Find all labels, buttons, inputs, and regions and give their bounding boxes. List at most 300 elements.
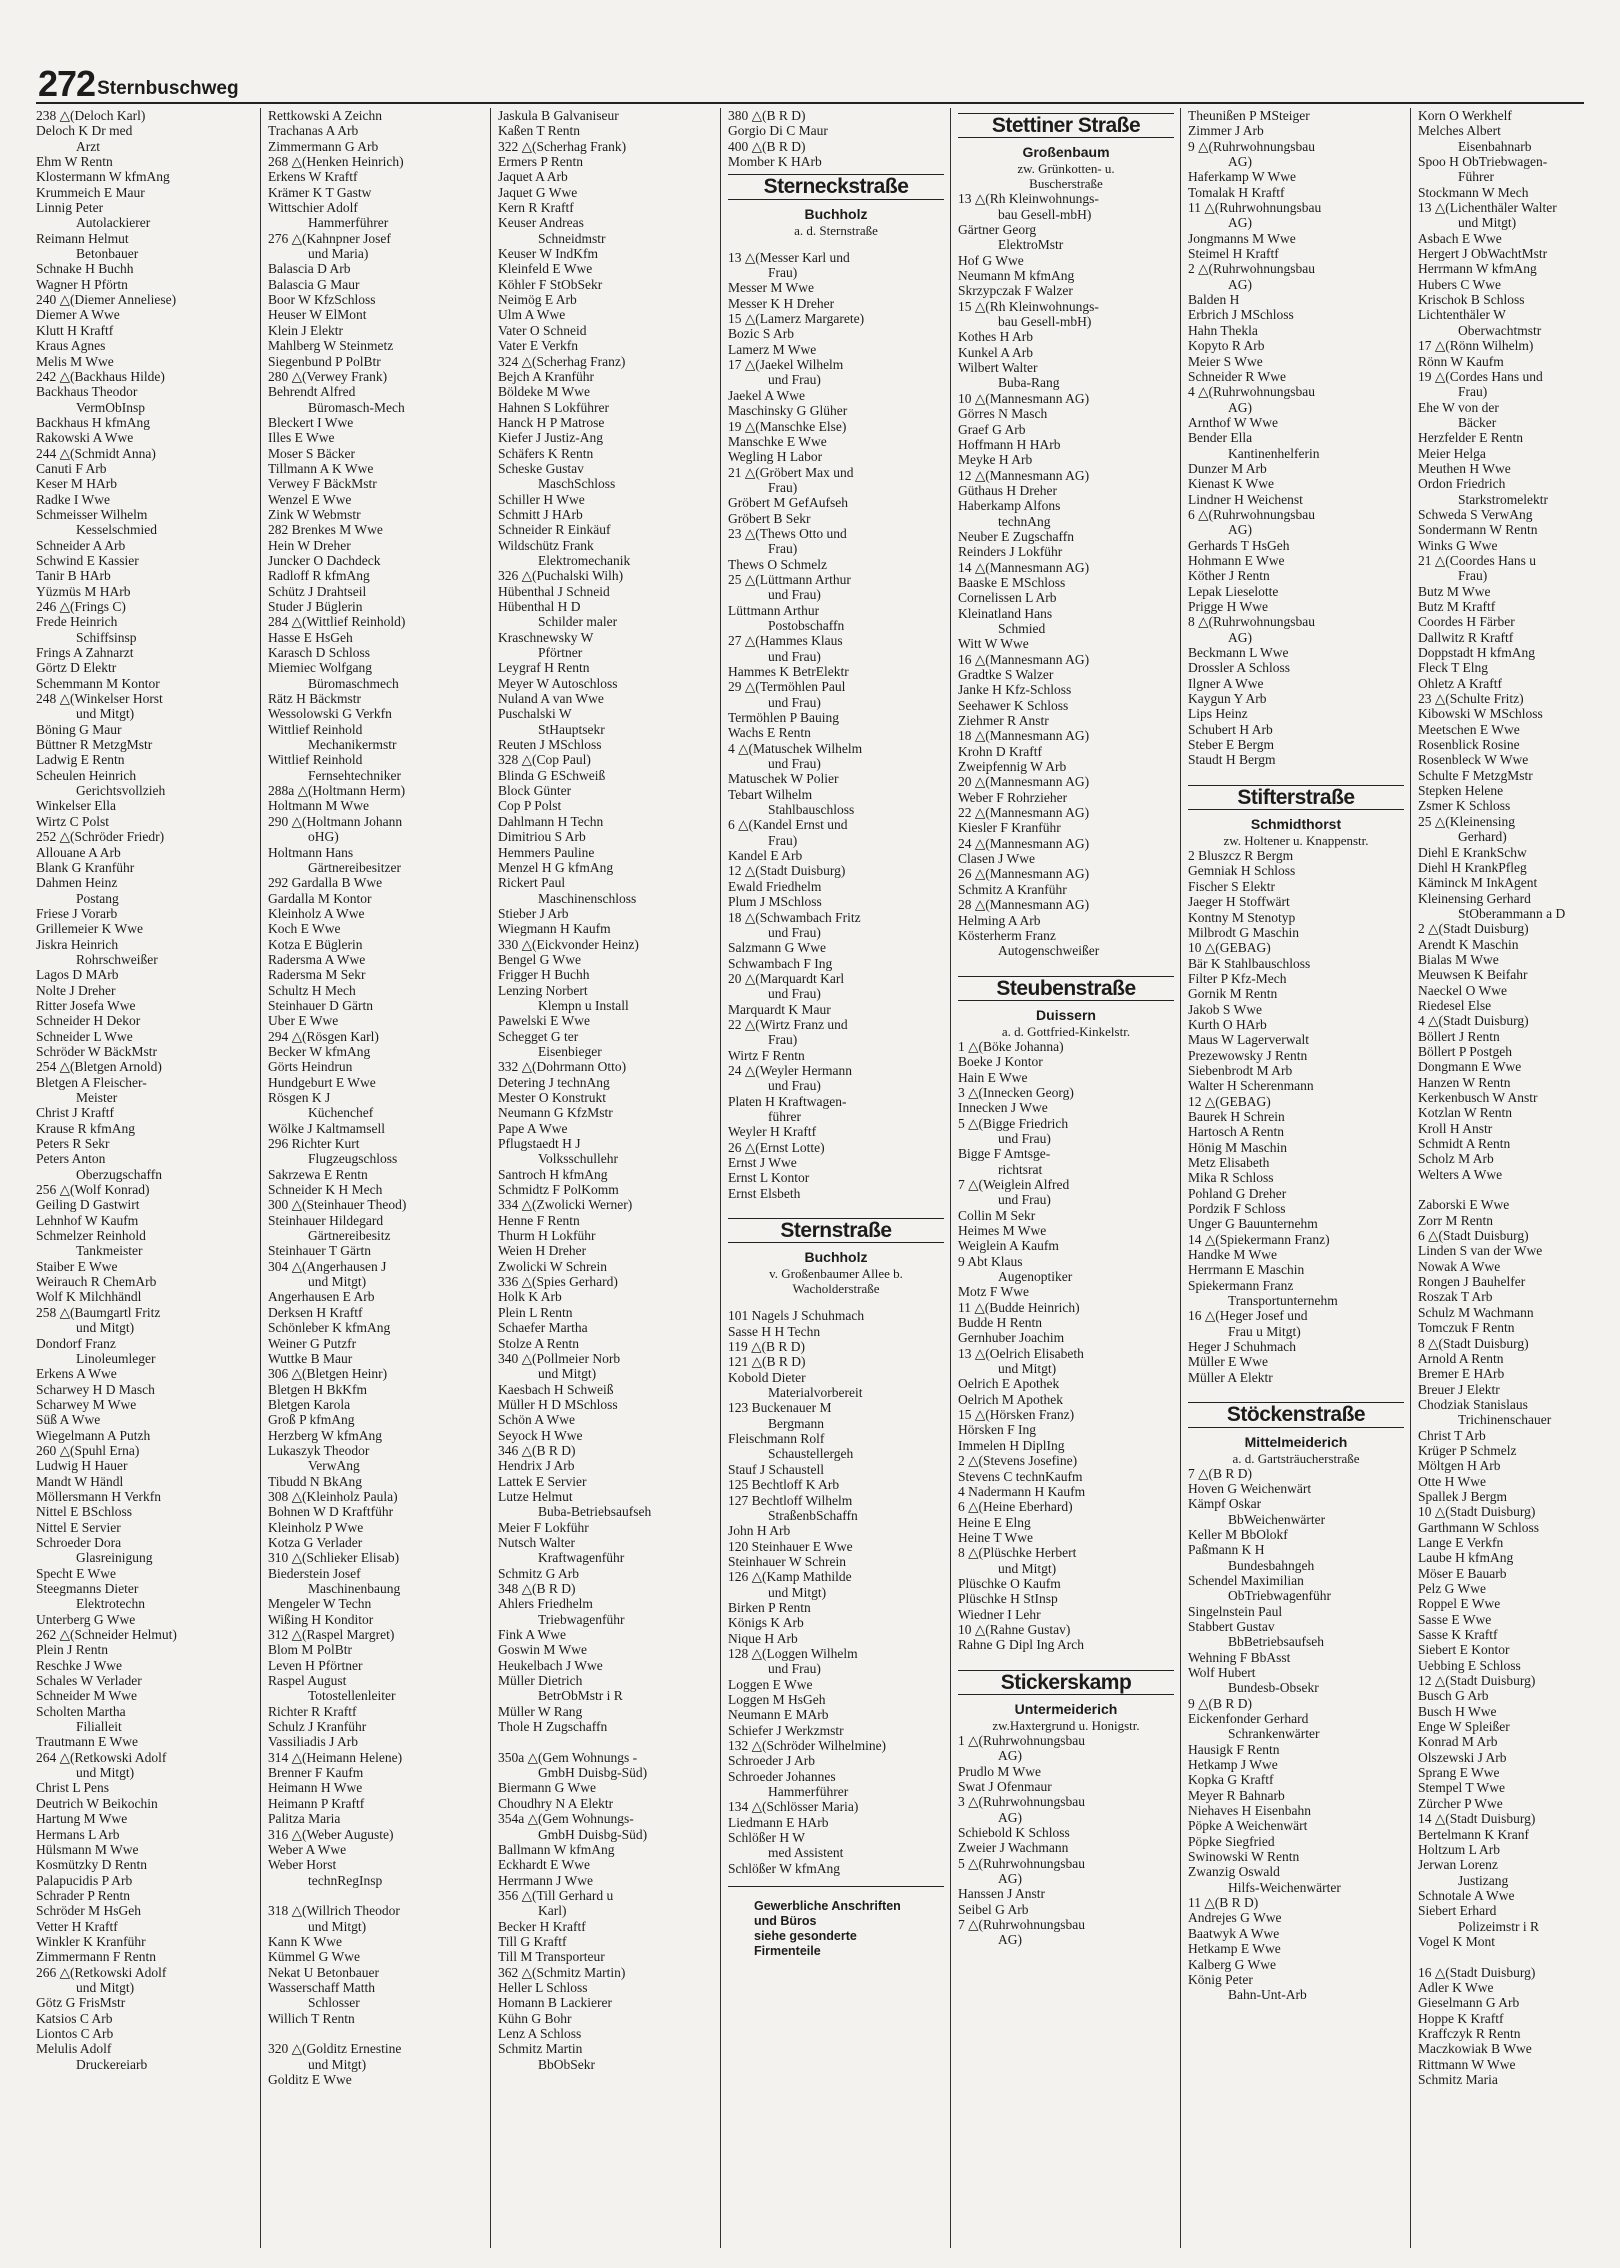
resident-entry: Schrader P Rentn <box>36 1887 130 1903</box>
resident-entry <box>268 1888 484 1903</box>
resident-entry: Tibudd N BkAng <box>268 1473 363 1489</box>
resident-entry: Gerhards T HsGeh <box>1188 537 1290 553</box>
resident-entry: Adler K Wwe <box>1418 1979 1494 1995</box>
entry-continuation: richtsrat <box>998 1161 1043 1177</box>
street-location: a. d. Gottfried-Kinkelstr. <box>1001 1023 1131 1039</box>
resident-entry: Siebert Erhard <box>1418 1903 1497 1919</box>
resident-entry: Schroeder J Arb <box>728 1753 815 1769</box>
business-note <box>728 1886 944 1959</box>
entry-continuation: Buba-Rang <box>998 375 1060 391</box>
resident-entry: 9 △(B R D) <box>1188 1695 1253 1711</box>
resident-entry: Hof G Wwe <box>958 252 1024 268</box>
resident-entry: Keller M BbOlokf <box>1188 1526 1288 1542</box>
note-line: und Büros <box>754 1914 817 1929</box>
resident-entry: Kiesler F Kranführ <box>958 820 1061 836</box>
resident-entry: Hermans L Arb <box>36 1826 120 1842</box>
resident-entry: Swinowski W Rentn <box>1188 1849 1300 1865</box>
resident-entry: Bohnen W D Kraftführ <box>268 1504 394 1520</box>
resident-entry: Fischer S Elektr <box>1188 878 1275 894</box>
resident-entry: Matuschek W Polier <box>728 771 839 787</box>
resident-entry: Oelrich E Apothek <box>958 1376 1060 1392</box>
resident-entry: Lüttmann Arthur <box>728 602 820 618</box>
resident-entry: Kraffczyk R Rentn <box>1418 2025 1521 2041</box>
resident-entry: Bender Ella <box>1188 430 1253 446</box>
resident-entry: Hahn Thekla <box>1188 322 1258 338</box>
resident-entry: 11 △(Ruhrwohnungsbau <box>1188 200 1322 216</box>
entry-continuation: Betonbauer <box>76 246 139 262</box>
resident-entry: Plum J MSchloss <box>728 894 822 910</box>
resident-entry: Blinda G ESchweiß <box>498 767 606 783</box>
resident-entry: Coordes H Färber <box>1418 614 1515 630</box>
entry-continuation: Büromaschmech <box>308 675 399 691</box>
resident-entry: Bozic S Arb <box>728 326 794 342</box>
street-location: zw. Grünkotten- u. <box>1017 161 1115 177</box>
resident-entry: Ladwig E Rentn <box>36 752 125 768</box>
resident-entry: Jaekel A Wwe <box>728 387 805 403</box>
resident-entry: Neumann E MArb <box>728 1707 829 1723</box>
resident-entry: Deutrich W Beikochin <box>36 1795 158 1811</box>
entry-continuation: ElektroMstr <box>998 237 1064 253</box>
street-heading: Sternstraße <box>728 1218 944 1243</box>
resident-entry: Koch E Wwe <box>268 921 341 937</box>
resident-entry: Wittlief Reinhold <box>268 721 363 737</box>
entry-continuation: GmbH Duisbg-Süd) <box>538 1765 648 1781</box>
resident-entry: Pöpke A Weichenwärt <box>1188 1818 1308 1834</box>
resident-entry: Kurth O HArb <box>1188 1016 1267 1032</box>
resident-entry: Singelnstein Paul <box>1188 1603 1283 1619</box>
resident-entry: Holk K Arb <box>498 1289 562 1305</box>
resident-entry: Breuer J Elektr <box>1418 1381 1500 1397</box>
resident-entry: Vater E Verkfn <box>498 338 578 354</box>
resident-entry: 16 △(Stadt Duisburg) <box>1418 1964 1536 1980</box>
resident-entry: 21 △(Gröbert Max und <box>728 464 854 480</box>
resident-entry: Schiefer J Werkzmstr <box>728 1722 844 1738</box>
entry-continuation: Schilder maler <box>538 614 618 630</box>
resident-entry: 10 △(Stadt Duisburg) <box>1418 1504 1536 1520</box>
column-divider <box>490 108 491 2248</box>
resident-entry: 18 △(Schwambach Fritz <box>728 909 861 925</box>
resident-entry: Baatwyk A Wwe <box>1188 1925 1280 1941</box>
entry-continuation: Bahn-Unt-Arb <box>1228 1987 1307 2003</box>
resident-entry: 8 △(Stadt Duisburg) <box>1418 1335 1529 1351</box>
resident-entry: 13 △(Messer Karl und <box>728 249 850 265</box>
resident-entry: Winks G Wwe <box>1418 537 1498 553</box>
resident-entry: 4 △(Stadt Duisburg) <box>1418 1013 1529 1029</box>
resident-entry: Dondorf Franz <box>36 1335 116 1351</box>
entry-continuation: Schrankenwärter <box>1228 1726 1320 1742</box>
resident-entry: 121 △(B R D) <box>728 1354 806 1370</box>
resident-entry: Vogel K Mont <box>1418 1933 1496 1949</box>
resident-entry: 26 △(Ernst Lotte) <box>728 1139 825 1155</box>
resident-entry: Termöhlen P Bauing <box>728 710 840 726</box>
resident-entry: 264 △(Retkowski Adolf <box>36 1749 167 1765</box>
entry-continuation: AG) <box>1228 629 1252 645</box>
resident-entry: Schmelzer Reinhold <box>36 1228 146 1244</box>
resident-entry: Reimann Helmut <box>36 230 129 246</box>
entry-continuation: und Frau) <box>998 1130 1051 1146</box>
resident-entry: Zsmer K Schloss <box>1418 798 1511 814</box>
resident-entry: Lagos D MArb <box>36 967 119 983</box>
resident-entry: Linden S van der Wwe <box>1418 1243 1543 1259</box>
entry-continuation: und Frau) <box>768 694 821 710</box>
resident-entry: Erkens A Wwe <box>36 1366 117 1382</box>
resident-entry: Steinhauer Hildegard <box>268 1212 384 1228</box>
resident-entry: Zaborski E Wwe <box>1418 1197 1510 1213</box>
resident-entry <box>1418 1949 1584 1964</box>
resident-entry: Hundgeburt E Wwe <box>268 1074 376 1090</box>
entry-continuation: Meister <box>76 1090 118 1105</box>
resident-entry: 20 △(Marquardt Karl <box>728 970 845 986</box>
resident-entry: Boor W KfzSchloss <box>268 292 376 308</box>
resident-entry: 1 △(Böke Johanna) <box>958 1038 1064 1054</box>
resident-entry: 240 △(Diemer Anneliese) <box>36 292 177 308</box>
resident-entry: Messer M Wwe <box>728 280 814 296</box>
resident-entry: Wehning F BbAsst <box>1188 1649 1291 1665</box>
resident-entry: Momber K HArb <box>728 154 822 170</box>
resident-entry: 362 △(Schmitz Martin) <box>498 1964 626 1980</box>
entry-continuation: AG) <box>1228 215 1252 231</box>
entry-continuation: und Frau) <box>768 587 821 603</box>
resident-entry: Scharwey H D Masch <box>36 1381 155 1397</box>
resident-entry: Dahlmann H Techn <box>498 813 604 829</box>
column-4 <box>728 108 944 2248</box>
resident-entry: Herzberg W kfmAng <box>268 1427 382 1443</box>
resident-entry: Grillemeier K Wwe <box>36 921 143 937</box>
resident-entry: Dallwitz R Kraftf <box>1418 629 1514 645</box>
resident-entry: Kühn G Bohr <box>498 2010 572 2026</box>
resident-entry: Scharwey M Wwe <box>36 1396 137 1412</box>
resident-entry: 7 △(Ruhrwohnungsbau <box>958 1917 1085 1933</box>
resident-entry: Zimmermann F Rentn <box>36 1949 156 1965</box>
resident-entry: 268 △(Henken Heinrich) <box>268 154 404 170</box>
resident-entry: Gornik M Rentn <box>1188 986 1278 1002</box>
entry-continuation: und Mitgt) <box>768 1584 827 1600</box>
resident-entry: Hübenthal J Schneid <box>498 583 610 599</box>
resident-entry: Kienast K Wwe <box>1188 476 1274 492</box>
resident-entry: Schlößer W kfmAng <box>728 1860 840 1876</box>
entry-continuation: Küchenchef <box>308 1105 374 1121</box>
resident-entry: Steinhauer T Gärtn <box>268 1243 371 1259</box>
resident-entry: Arnthof W Wwe <box>1188 414 1278 430</box>
resident-entry: Hohmann E Wwe <box>1188 552 1285 568</box>
resident-entry: Wenzel E Wwe <box>268 491 352 507</box>
resident-entry: 13 △(Lichenthäler Walter <box>1418 200 1557 216</box>
entry-continuation: Bundesb-Obsekr <box>1228 1680 1319 1696</box>
resident-entry: Golditz E Wwe <box>268 2072 352 2087</box>
entry-continuation: führer <box>768 1108 801 1124</box>
resident-entry: Krischok B Schloss <box>1418 292 1525 308</box>
resident-entry: Jiskra Heinrich <box>36 936 119 952</box>
resident-entry: Scholten Martha <box>36 1703 126 1719</box>
resident-entry: 320 △(Golditz Ernestine <box>268 2041 402 2057</box>
resident-entry: Königs K Arb <box>728 1615 804 1631</box>
resident-entry: Gardalla M Kontor <box>268 890 372 906</box>
resident-entry: Hain E Wwe <box>958 1069 1028 1085</box>
resident-entry: Lattek E Servier <box>498 1473 587 1489</box>
resident-entry: Kotza E Büglerin <box>268 936 363 952</box>
resident-entry: Möllersmann H Verkfn <box>36 1488 161 1504</box>
resident-entry: Spiekermann Franz <box>1188 1277 1294 1293</box>
entry-continuation: Tankmeister <box>76 1243 143 1259</box>
resident-entry: Beckmann L Wwe <box>1188 645 1289 661</box>
resident-entry: Wegling H Labor <box>728 449 823 465</box>
resident-entry: Keser M HArb <box>36 476 117 492</box>
resident-entry: Kalberg G Wwe <box>1188 1956 1276 1972</box>
resident-entry: Möser E Bauarb <box>1418 1565 1507 1581</box>
resident-entry: Peters Anton <box>36 1151 106 1167</box>
resident-entry: Swat J Ofenmaur <box>958 1779 1052 1794</box>
resident-entry: Melulis Adolf <box>36 2041 112 2057</box>
entry-continuation: Augenoptiker <box>998 1269 1073 1285</box>
resident-entry <box>498 1734 714 1749</box>
resident-entry: Hammes K BetrElektr <box>728 664 849 679</box>
column-5 <box>958 108 1174 2248</box>
resident-entry: Till G Kraftf <box>498 1933 567 1949</box>
resident-entry: Kopka G Kraftf <box>1188 1772 1274 1788</box>
resident-entry: 312 △(Raspel Margret) <box>268 1627 395 1643</box>
resident-entry: 6 △(Ruhrwohnungsbau <box>1188 506 1315 522</box>
resident-entry: Meyke H Arb <box>958 452 1033 468</box>
resident-entry: 123 Buckenauer M <box>728 1400 832 1416</box>
entry-continuation: Maschinenbaung <box>308 1581 401 1596</box>
resident-entry: Schröder W BäckMstr <box>36 1043 157 1059</box>
entry-continuation: und Frau) <box>768 1661 821 1677</box>
entry-continuation: Frau) <box>768 832 798 848</box>
resident-entry: Collin M Sekr <box>958 1207 1036 1223</box>
resident-entry: Pordzik F Schloss <box>1188 1201 1286 1217</box>
resident-entry: Wasserschaff Matth <box>268 1979 376 1995</box>
resident-entry: Kontny M Stenotyp <box>1188 909 1296 925</box>
resident-entry: 4 Nadermann H Kaufm <box>958 1483 1086 1499</box>
resident-entry: Christ L Pens <box>36 1780 110 1796</box>
resident-entry: Pflugstaedt H J <box>498 1136 581 1152</box>
resident-entry: Mika R Schloss <box>1188 1170 1274 1186</box>
resident-entry: Klein J Elektr <box>268 322 343 338</box>
district-name: Buchholz <box>804 205 868 222</box>
resident-entry: Rongen J Bauhelfer <box>1418 1274 1526 1290</box>
resident-entry: Eickenfonder Gerhard <box>1188 1711 1309 1726</box>
resident-entry: 7 △(B R D) <box>1188 1465 1253 1481</box>
page-header <box>38 56 239 102</box>
resident-entry: Santroch H kfmAng <box>498 1166 608 1182</box>
resident-entry: Wiegmann H Kaufm <box>498 921 611 937</box>
resident-entry: Geiling D Gastwirt <box>36 1197 140 1213</box>
resident-entry: 330 △(Eickvonder Heinz) <box>498 936 639 952</box>
resident-entry: 2 △(Stadt Duisburg) <box>1418 921 1529 937</box>
resident-entry: Allouane A Arb <box>36 844 121 860</box>
resident-entry: Holtmann M Wwe <box>268 798 369 814</box>
street-location: zw.Haxtergrund u. Honigstr. <box>992 1717 1140 1733</box>
resident-entry: 314 △(Heimann Helene) <box>268 1749 403 1765</box>
resident-entry: Roppel E Wwe <box>1418 1596 1501 1612</box>
resident-entry: Görres N Masch <box>958 406 1048 422</box>
entry-continuation: AG) <box>1228 522 1252 538</box>
resident-entry: 266 △(Retkowski Adolf <box>36 1964 167 1980</box>
resident-entry: Hergert J ObWachtMstr <box>1418 246 1548 262</box>
resident-entry: Ehm W Rentn <box>36 154 113 170</box>
resident-entry: Schäfers K Rentn <box>498 445 594 461</box>
resident-entry: Immelen H DiplIng <box>958 1437 1065 1453</box>
resident-entry: 13 △(Rh Kleinwohnungs- <box>958 191 1099 207</box>
resident-entry: Skrzypczak F Walzer <box>958 283 1073 299</box>
entry-continuation: StOberammann a D <box>1458 905 1566 921</box>
entry-continuation: AG) <box>1228 154 1252 170</box>
district-name: Duissern <box>1036 1006 1096 1023</box>
entry-continuation: Postang <box>76 890 119 906</box>
resident-entry: Pohland G Dreher <box>1188 1185 1287 1201</box>
entry-continuation: Schaustellergeh <box>768 1446 854 1462</box>
resident-entry: Kothes H Arb <box>958 329 1033 345</box>
resident-entry: Steimel H Kraftf <box>1188 246 1279 262</box>
resident-entry: 12 △(Stadt Duisburg) <box>728 863 846 879</box>
entry-continuation: Buba-Betriebsaufseh <box>538 1504 652 1520</box>
resident-entry: Karasch D Schloss <box>268 645 370 661</box>
entry-continuation: Kantinenhelferin <box>1228 445 1320 461</box>
resident-entry: Doppstadt H kfmAng <box>1418 645 1535 661</box>
resident-entry: Reinders J Lokführ <box>958 544 1063 560</box>
resident-entry: Sondermann W Rentn <box>1418 522 1538 538</box>
resident-entry: Salzmann G Wwe <box>728 940 826 956</box>
resident-entry: Blank G Kranführ <box>36 859 135 875</box>
resident-entry: Hemmers Pauline <box>498 844 595 860</box>
resident-entry: Wirtz F Rentn <box>728 1047 805 1063</box>
resident-entry: 318 △(Willrich Theodor <box>268 1903 400 1919</box>
resident-entry: 125 Bechtloff K Arb <box>728 1477 840 1493</box>
entry-continuation: und Mitgt) <box>308 1274 367 1290</box>
entry-continuation: Kesselschmied <box>76 522 157 538</box>
resident-entry: Ohletz A Kraftf <box>1418 675 1502 691</box>
resident-entry: Schneider K H Mech <box>268 1182 383 1198</box>
resident-entry: Frigger H Buchh <box>498 967 590 983</box>
entry-continuation: ObTriebwagenführ <box>1228 1588 1331 1604</box>
resident-entry: Heimes M Wwe <box>958 1223 1047 1238</box>
resident-entry: Schroeder Johannes <box>728 1768 836 1784</box>
entry-continuation: BbWeichenwärter <box>1228 1511 1326 1527</box>
resident-entry: Schegget G ter <box>498 1028 579 1044</box>
entry-continuation: Volksschullehr <box>538 1151 618 1167</box>
resident-entry: Lutze Helmut <box>498 1488 573 1504</box>
entry-continuation: Bäcker <box>1458 414 1497 430</box>
resident-entry: Oelrich M Apothek <box>958 1391 1063 1407</box>
resident-entry: Illes E Wwe <box>268 430 335 446</box>
resident-entry: 11 △(Budde Heinrich) <box>958 1299 1080 1315</box>
resident-entry: 238 △(Deloch Karl) <box>36 108 146 123</box>
resident-entry: 14 △(Mannesmann AG) <box>958 559 1090 575</box>
resident-entry: 254 △(Bletgen Arnold) <box>36 1059 162 1075</box>
resident-entry: Schroeder Dora <box>36 1534 122 1550</box>
entry-continuation: Klempn u Install <box>538 997 629 1013</box>
resident-entry: Schmeisser Wilhelm <box>36 506 148 522</box>
resident-entry: 126 △(Kamp Mathilde <box>728 1569 852 1585</box>
resident-entry: Tomalak H Kraftf <box>1188 184 1285 200</box>
resident-entry: Bengel G Wwe <box>498 951 581 967</box>
resident-entry: Niehaves H Eisenbahn <box>1188 1803 1311 1819</box>
entry-continuation: Frau) <box>768 479 798 495</box>
resident-entry: Heimann P Kraftf <box>268 1795 365 1811</box>
entry-continuation: BbObSekr <box>538 2056 595 2072</box>
resident-entry: Canuti F Arb <box>36 460 107 476</box>
resident-entry: Bletgen H BkKfm <box>268 1381 367 1397</box>
resident-entry: Köhler F StObSekr <box>498 276 603 292</box>
resident-entry: Gradtke S Walzer <box>958 667 1054 682</box>
entry-continuation: Postobschaffn <box>768 617 845 633</box>
resident-entry: Güthaus H Dreher <box>958 482 1057 498</box>
resident-entry: 256 △(Wolf Konrad) <box>36 1182 150 1198</box>
resident-entry: Bigge F Amtsge- <box>958 1146 1051 1162</box>
resident-entry: Schaefer Martha <box>498 1320 588 1336</box>
resident-entry: 340 △(Pollmeier Norb <box>498 1350 621 1366</box>
resident-entry: Hein W Dreher <box>268 537 351 553</box>
entry-continuation: AG) <box>998 1809 1022 1825</box>
resident-entry: Zweipfennig W Arb <box>958 759 1067 775</box>
resident-entry: Wolf Hubert <box>1188 1664 1256 1680</box>
resident-entry: 6 △(Heine Eberhard) <box>958 1499 1073 1515</box>
resident-entry: Hubers C Wwe <box>1418 276 1501 292</box>
resident-entry: 19 △(Cordes Hans und <box>1418 368 1543 384</box>
resident-entry: Kösterherm Franz <box>958 927 1056 943</box>
resident-entry: Konrad M Arb <box>1418 1734 1498 1750</box>
directory-columns <box>36 108 1584 2248</box>
resident-entry: Stauf J Schaustell <box>728 1461 824 1477</box>
resident-entry: 306 △(Bletgen Heinr) <box>268 1366 388 1382</box>
resident-entry: Andrejes G Wwe <box>1188 1910 1282 1926</box>
resident-entry: 3 △(Ruhrwohnungsbau <box>958 1794 1085 1810</box>
resident-entry: Hoven G Weichenwärt <box>1188 1480 1312 1496</box>
resident-entry: Diehl H KrankPfleg <box>1418 859 1527 875</box>
resident-entry: Detering J technAng <box>498 1074 610 1090</box>
resident-entry: 1 △(Ruhrwohnungsbau <box>958 1732 1085 1748</box>
resident-entry: Schendel Maximilian <box>1188 1572 1304 1588</box>
resident-entry: 8 △(Plüschke Herbert <box>958 1545 1077 1561</box>
column-3 <box>498 108 714 2248</box>
resident-entry: Schulte F MetzgMstr <box>1418 767 1533 783</box>
entry-continuation: BbBetriebsaufseh <box>1228 1634 1324 1650</box>
resident-entry: 120 Steinhauer E Wwe <box>728 1538 853 1554</box>
resident-entry: 132 △(Schröder Wilhelmine) <box>728 1738 887 1753</box>
street-location: a. d. Gartsträucherstraße <box>1232 1450 1360 1466</box>
resident-entry: Radke I Wwe <box>36 491 110 507</box>
resident-entry: Christ T Arb <box>1418 1427 1486 1443</box>
resident-entry: Wolf K Milchhändl <box>36 1289 142 1305</box>
resident-entry: Neumann G KfzMstr <box>498 1105 613 1121</box>
resident-entry: Pöpke Siegfried <box>1188 1833 1275 1849</box>
resident-entry: Motz F Wwe <box>958 1284 1029 1300</box>
resident-entry: Hoppe K Kraftf <box>1418 2010 1504 2026</box>
entry-continuation: Materialvorbereit <box>768 1385 863 1401</box>
resident-entry: Meier F Lokführ <box>498 1519 589 1535</box>
district-name: Mittelmeiderich <box>1244 1433 1348 1450</box>
resident-entry: 2 △(Stevens Josefine) <box>958 1453 1078 1469</box>
resident-entry: Prezewowsky J Rentn <box>1188 1047 1308 1063</box>
entry-continuation: Eisenbieger <box>538 1043 602 1059</box>
resident-entry: Sasse K Kraftf <box>1418 1627 1498 1643</box>
entry-continuation: und Mitgt) <box>76 1320 135 1336</box>
entry-continuation: technRegInsp <box>308 1872 383 1888</box>
resident-entry: Blom M PolBtr <box>268 1642 353 1658</box>
resident-entry: Fleck T Elng <box>1418 660 1488 676</box>
entry-continuation: Karl) <box>538 1903 567 1919</box>
resident-entry: Hartung M Wwe <box>36 1811 128 1827</box>
spacer <box>1188 1385 1404 1397</box>
entry-continuation: med Assistent <box>768 1845 844 1861</box>
entry-continuation: und Maria) <box>308 246 369 262</box>
resident-entry: Mester O Konstrukt <box>498 1090 606 1105</box>
column-7 <box>1418 108 1584 2248</box>
resident-entry: Baurek H Schrein <box>1188 1108 1285 1124</box>
resident-entry: 12 △(Stadt Duisburg) <box>1418 1673 1536 1689</box>
resident-entry: Butz M Wwe <box>1418 583 1491 599</box>
resident-entry: Kopyto R Arb <box>1188 338 1265 354</box>
